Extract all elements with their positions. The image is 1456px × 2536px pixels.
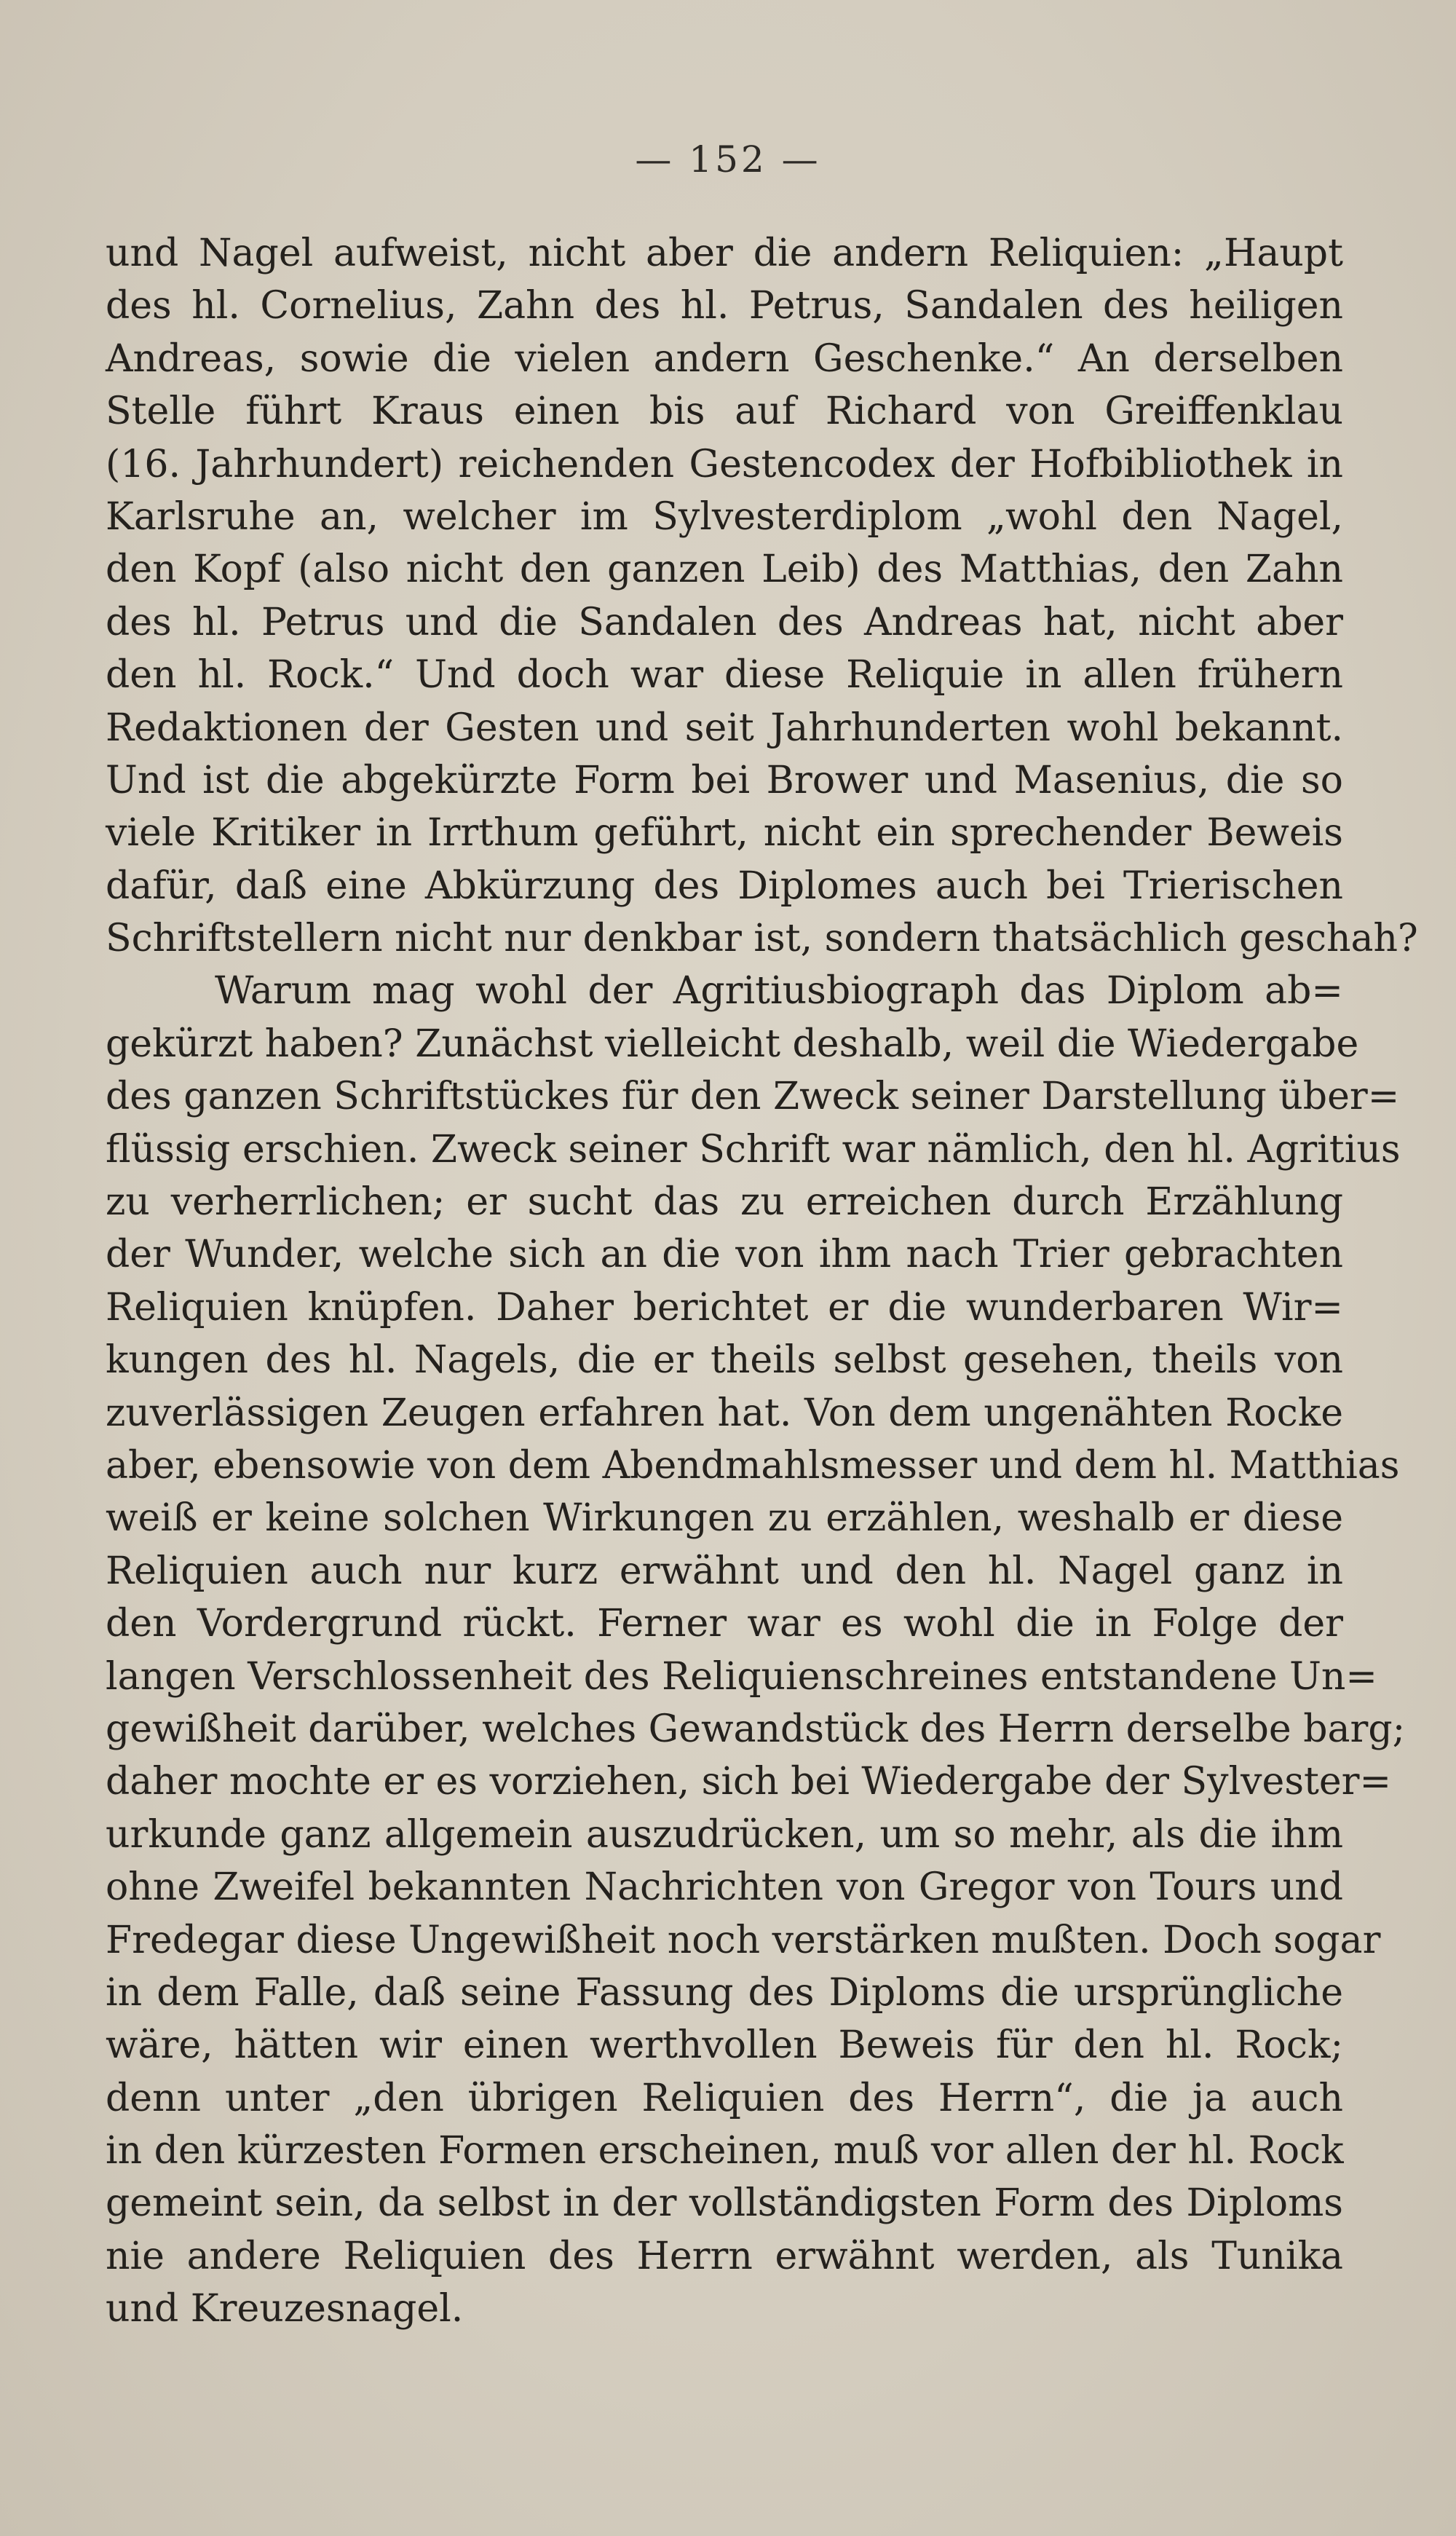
text-line: gewißheit darüber, welches Gewandstück des Herrn derselbe barg; <box>106 1707 1406 1751</box>
page-number: — 152 — <box>635 138 821 181</box>
text-line: kungen des hl. Nagels, die er theils selbst gesehen, theils von <box>106 1338 1343 1383</box>
text-line: den Vordergrund rückt. Ferner war es wohl die in Folge der <box>106 1602 1343 1646</box>
body-text <box>106 227 1418 2336</box>
text-line: Warum mag wohl der Agritiusbiograph das Diplom ab= <box>215 969 1343 1014</box>
text-line: flüssig erschien. Zweck seiner Schrift war nämlich, den hl. Agritius <box>106 1127 1401 1172</box>
text-line: wäre, hätten wir einen werthvollen Beweis für den hl. Rock; <box>106 2023 1343 2068</box>
text-line: Fredegar diese Ungewißheit noch verstärken mußten. Doch sogar <box>106 1918 1381 1962</box>
text-line: denn unter „den übrigen Reliquien des Herrn“, die ja auch <box>106 2076 1343 2120</box>
text-line: Andreas, sowie die vielen andern Geschenke.“ An derselben <box>106 336 1343 381</box>
text-line: dafür, daß eine Abkürzung des Diplomes auch bei Trierischen <box>106 864 1343 908</box>
text-line: viele Kritiker in Irrthum geführt, nicht ein sprechender Beweis <box>106 811 1343 856</box>
text-line: weiß er keine solchen Wirkungen zu erzählen, weshalb er diese <box>106 1496 1343 1541</box>
text-line: des hl. Petrus und die Sandalen des Andreas hat, nicht aber <box>106 600 1343 644</box>
text-line: und Kreuzesnagel. <box>106 2287 464 2331</box>
text-line: in dem Falle, daß seine Fassung des Diploms die ursprüngliche <box>106 1970 1343 2015</box>
text-line: urkunde ganz allgemein auszudrücken, um so mehr, als die ihm <box>106 1812 1343 1857</box>
text-line: des hl. Cornelius, Zahn des hl. Petrus, Sandalen des heiligen <box>106 284 1343 328</box>
text-line: zuverlässigen Zeugen erfahren hat. Von dem ungenähten Rocke <box>106 1391 1343 1435</box>
text-line: und Nagel aufweist, nicht aber die andern Reliquien: „Haupt <box>106 232 1343 275</box>
text-line: der Wunder, welche sich an die von ihm nach Trier gebrachten <box>106 1233 1343 1277</box>
text-line: Stelle führt Kraus einen bis auf Richard von Greiffenklau <box>106 390 1343 434</box>
text-line: (16. Jahrhundert) reichenden Gestencodex der Hofbibliothek in <box>106 442 1343 486</box>
text-line: langen Verschlossenheit des Reliquienschreines entstandene Un= <box>106 1654 1377 1699</box>
text-line: aber, ebensowie von dem Abendmahlsmesser und dem hl. Matthias <box>106 1443 1400 1488</box>
text-line: Redaktionen der Gesten und seit Jahrhunderten wohl bekannt. <box>106 706 1343 750</box>
text-line: Und ist die abgekürzte Form bei Brower und Masenius, die so <box>106 758 1343 802</box>
text-line: gekürzt haben? Zunächst vielleicht deshalb, weil die Wiedergabe <box>106 1022 1359 1066</box>
text-line: Karlsruhe an, welcher im Sylvesterdiplom „wohl den Nagel, <box>106 494 1343 539</box>
text-line: den hl. Rock.“ Und doch war diese Reliquie in allen frühern <box>106 653 1343 698</box>
text-line: ohne Zweifel bekannten Nachrichten von Gregor von Tours und <box>106 1865 1343 1910</box>
text-line: den Kopf (also nicht den ganzen Leib) des Matthias, den Zahn <box>106 548 1343 592</box>
text-line: Schriftstellern nicht nur denkbar ist, sondern thatsächlich geschah? <box>106 917 1418 961</box>
text-line: des ganzen Schriftstückes für den Zweck seiner Darstellung über= <box>106 1075 1400 1119</box>
text-line: Reliquien auch nur kurz erwähnt und den hl. Nagel ganz in <box>106 1549 1343 1593</box>
text-line: in den kürzesten Formen erscheinen, muß vor allen der hl. Rock <box>106 2129 1344 2173</box>
text-line: gemeint sein, da selbst in der vollständigsten Form des Diploms <box>106 2181 1343 2226</box>
text-line: nie andere Reliquien des Herrn erwähnt werden, als Tunika <box>106 2234 1343 2278</box>
text-line: Reliquien knüpfen. Daher berichtet er die wunderbaren Wir= <box>106 1285 1343 1330</box>
text-line: zu verherrlichen; er sucht das zu erreichen durch Erzählung <box>106 1180 1343 1225</box>
text-line: daher mochte er es vorziehen, sich bei Wiedergabe der Sylvester= <box>106 1760 1392 1804</box>
